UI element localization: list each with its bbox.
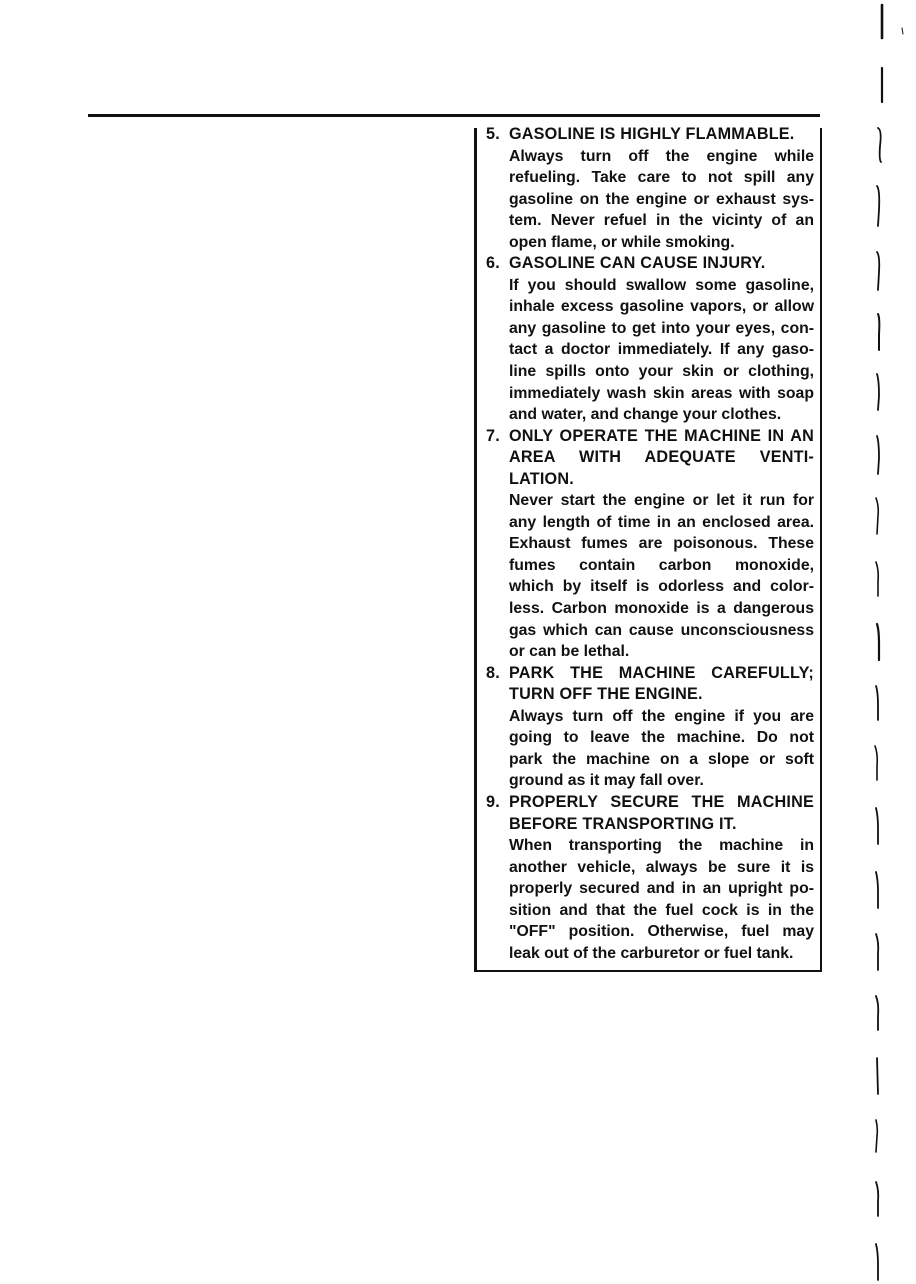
warning-item-title-line: TURN OFF THE ENGINE. [509,685,703,704]
warning-item-body-line: any length of time in an enclosed area. [509,513,814,531]
warning-item-body-line: ground as it may fall over. [509,772,704,790]
warning-item-body-line: line spills onto your skin or clothing, [509,363,814,381]
binding-mark [876,1182,878,1216]
warning-item-body-line: When transporting the machine in [509,837,814,855]
binding-mark [877,374,879,410]
warning-item-body-line: or can be lethal. [509,643,630,661]
warning-item-body-line: which by itself is odorless and color- [509,578,814,596]
warning-item-number: 8. [486,663,500,682]
binding-mark [876,872,878,908]
binding-mark [876,498,878,534]
warning-item-body-line: going to leave the machine. Do not [509,729,814,747]
binding-mark [878,314,879,350]
warning-item-number: 6. [486,254,500,273]
binding-mark [875,746,877,780]
warning-item-body-line: gas which can cause unconsciousness [509,621,814,639]
binding-mark [877,252,879,290]
warning-item-number: 5. [486,125,500,143]
warning-item [486,253,814,425]
warning-item-body-line: Never start the engine or let it run for [509,492,814,510]
binding-mark [877,1058,878,1094]
binding-mark [876,562,878,596]
warning-item [486,124,814,253]
binding-mark [876,686,878,720]
warning-item-number: 7. [486,426,500,445]
warning-item [486,663,814,792]
warning-item-body-line: another vehicle, always be sure it is [509,858,814,876]
warning-item-body-line: open flame, or while smoking. [509,233,735,251]
binding-mark [876,808,878,844]
warning-item-title-line: AREA WITH ADEQUATE VENTI- [509,448,814,467]
warning-item-body-line: and water, and change your clothes. [509,406,782,424]
warning-item-title-line: GASOLINE IS HIGHLY FLAMMABLE. [509,125,795,143]
warning-item-body-line: "OFF" position. Otherwise, fuel may [509,923,814,941]
warning-item-body-line: leak out of the carburetor or fuel tank. [509,944,794,962]
warning-item-number: 9. [486,792,500,811]
binding-mark [876,1120,877,1152]
warning-item-title-line: LATION. [509,469,574,488]
warning-item-body-line: tem. Never refuel in the vicinty of an [509,212,814,230]
warning-item-title-line: GASOLINE CAN CAUSE INJURY. [509,254,766,273]
binding-mark [878,128,881,162]
binding-mark [876,996,878,1030]
warning-item-body-line: immediately wash skin areas with soap [509,384,814,402]
warning-item-title-line: BEFORE TRANSPORTING IT. [509,814,737,833]
warning-item-title-line: ONLY OPERATE THE MACHINE IN AN [509,426,814,445]
warning-item-body-line: properly secured and in an upright po- [509,880,814,898]
binding-mark [877,186,879,226]
warning-item-body-line: gasoline on the engine or exhaust sys- [509,190,814,208]
warning-item-body-line: park the machine on a slope or soft [509,750,814,768]
warning-item-body-line: any gasoline to get into your eyes, con- [509,319,814,337]
warning-item-body-line: Always turn off the engine if you are [509,707,814,725]
header-rule [88,114,820,117]
warning-item-body-line: tact a doctor immediately. If any gaso- [509,341,814,359]
binding-marks-svg [868,0,916,1284]
warning-item-body-line: If you should swallow some gasoline, [509,276,814,294]
warning-list [486,124,814,964]
warning-item [486,426,814,663]
warning-item-body-line: refueling. Take care to not spill any [509,169,814,187]
warning-item-body-line: inhale excess gasoline vapors, or allow [509,298,814,316]
warning-item-body-line: fumes contain carbon monoxide, [509,556,814,574]
warning-item [486,792,814,964]
binding-mark [877,436,879,474]
warning-item-body-line: sition and that the fuel cock is in the [509,901,814,919]
binding-mark [902,28,903,34]
warning-item-title-line: PROPERLY SECURE THE MACHINE [509,792,814,811]
warning-item-title-line: PARK THE MACHINE CAREFULLY; [509,663,814,682]
binding-mark [876,934,878,970]
binding-marks [868,0,916,1284]
warning-item-body-line: Exhaust fumes are poisonous. These [509,535,814,553]
warning-item-body-line: less. Carbon monoxide is a dangerous [509,600,814,618]
warning-item-body-line: Always turn off the engine while [509,147,814,165]
binding-mark [876,1244,878,1280]
binding-mark [877,624,879,660]
